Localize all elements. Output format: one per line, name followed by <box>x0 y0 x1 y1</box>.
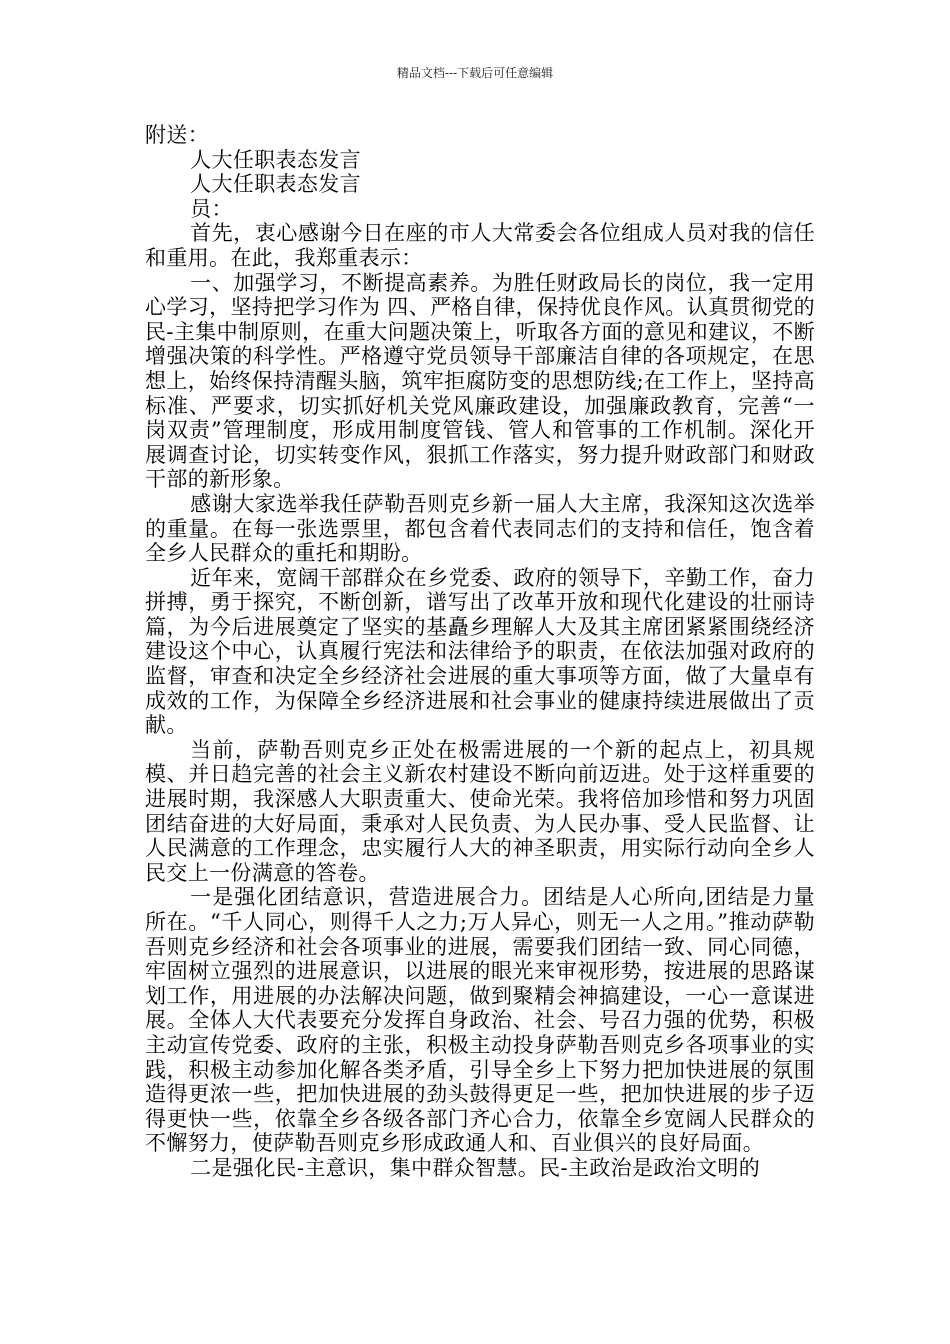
paragraph-title-1: 人大任职表态发言 <box>190 147 361 172</box>
paragraph-study: 一、加强学习，不断提高素养。为胜任财政局长的岗位，我一定用心学习，坚持把学习作为 四、严格自律，保持优良作风。认真贯彻党的民-主集中制原则，在重大问题决策上，听取各方面的意见和建议，不断增强决策的科学性。严格遵守党员领导干部廉洁自律的各项规定，在思想上，始终保持清醒头脑，筑牢拒腐防变的思想防线;在工作上，坚持高标准、严要求，切实抓好机关党风廉政建设，加强廉政教育，完善“一岗双责”管理制度，形成用制度管钱、管人和管事的工作机制。深化开展调查讨论，切实转变作风，狠抓工作落实，努力提升财政部门和财政干部的新形象。 <box>145 270 815 492</box>
page-header: 精品文档---下载后可任意编辑 <box>396 66 554 80</box>
paragraph-current: 当前，萨勒吾则克乡正处在极需进展的一个新的起点上，初具规模、并日趋完善的社会主义新农村建设不断向前迈进。处于这样重要的进展时期，我深感人大职责重大、使命光荣。我将倍加珍惜和努力巩固团结奋进的大好局面，秉承对人民负责、为人民办事、受人民监督、让人民满意的工作理念，忠实履行人大的神圣职责，用实际行动向全乡人民交上一份满意的答卷。 <box>145 737 815 885</box>
paragraph-democracy: 二是强化民-主意识，集中群众智慧。民-主政治是政治文明的 <box>190 1155 761 1180</box>
paragraph-title-2: 人大任职表态发言 <box>190 172 361 197</box>
paragraph-attachment-label: 附送： <box>145 123 210 147</box>
paragraph-thanks: 感谢大家选举我任萨勒吾则克乡新一届人大主席，我深知这次选举的重量。在每一张选票里，都包含着代表同志们的支持和信任，饱含着全乡人民群众的重托和期盼。 <box>145 491 815 566</box>
paragraph-unity: 一是强化团结意识，营造进展合力。团结是人心所向,团结是力量所在。“千人同心，则得千人之力;万人异心，则无一人之用。”推动萨勒吾则克乡经济和社会各项事业的进展，需要我们团结一致、同心同德，牢固树立强烈的进展意识，以进展的眼光来审视形势，按进展的思路谋划工作，用进展的办法解决问题，做到聚精会神搞建设，一心一意谋进展。全体人大代表要充分发挥自身政治、社会、号召力强的优势，积极主动宣传党委、政府的主张，积极主动投身萨勒吾则克乡各项事业的实践，积极主动参加化解各类矛盾，引导全乡上下努力把加快进展的氛围造得更浓一些，把加快进展的劲头鼓得更足一些，把加快进展的步子迈得更快一些，依靠全乡各级各部门齐心合力，依靠全乡宽阔人民群众的不懈努力，使萨勒吾则克乡形成政通人和、百业俱兴的良好局面。 <box>145 885 815 1156</box>
paragraph-opening: 首先，衷心感谢今日在座的市人大常委会各位组成人员对我的信任和重用。在此，我郑重表示： <box>145 221 815 270</box>
paragraph-salutation: 员： <box>190 196 233 221</box>
document-body <box>145 123 815 1181</box>
paragraph-recent-years: 近年来，宽阔干部群众在乡党委、政府的领导下，辛勤工作，奋力拼搏，勇于探究，不断创新，谱写出了改革开放和现代化建设的壮丽诗篇，为今后进展奠定了坚实的基矗乡理解人大及其主席团紧紧围绕经济建设这个中心，认真履行宪法和法律给予的职责，在依法加强对政府的监督，审查和决定全乡经济社会进展的重大事项等方面，做了大量卓有成效的工作，为保障全乡经济进展和社会事业的健康持续进展做出了贡献。 <box>145 565 815 738</box>
